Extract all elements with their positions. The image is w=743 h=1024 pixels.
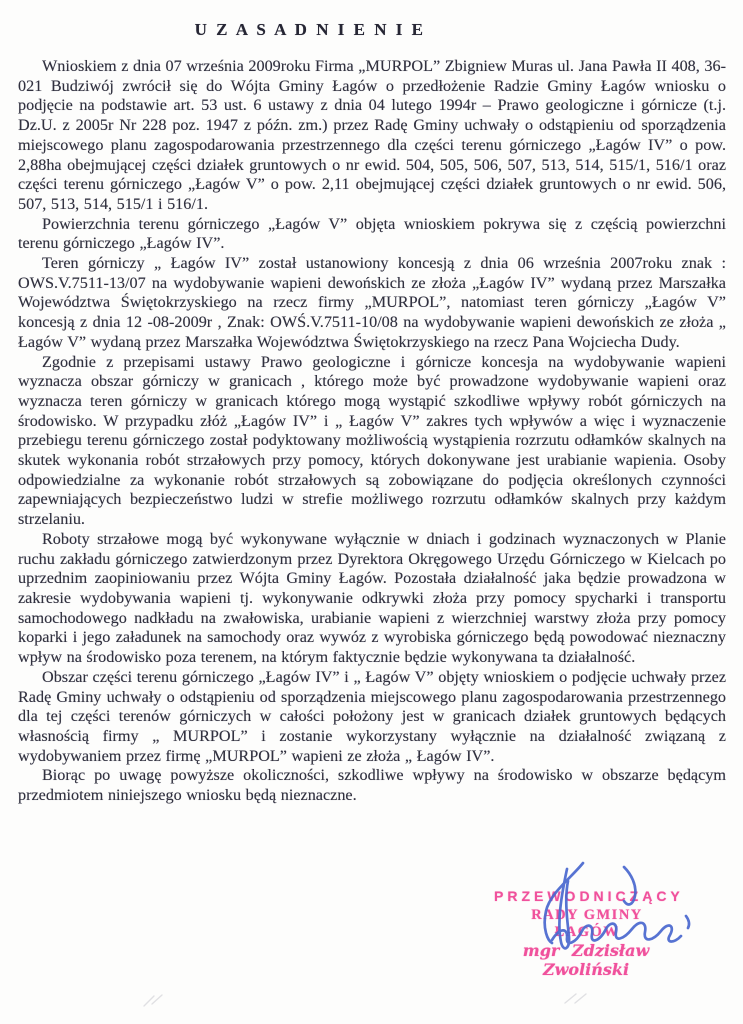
document-body: [18, 57, 726, 806]
stamp-chairman-title: PRZEWODNICZĄCY: [494, 888, 684, 904]
paragraph-blasting-works: Roboty strzałowe mogą być wykonywane wyłącznie w dniach i godzinach wyznaczonych w Planie ruchu zakładu górniczego zatwierdzonym przez Dyrektora Okręgowego Urzędu Górniczego w Kielcach po uprzednim zaopiniowaniu przez Wójta Gminy Łagów. Pozostała działalność jaka będzie prowadzona w zakresie wydobywania wapieni tj. wykonywanie odkrywki złoża przy pomocy spycharki i transportu samochodowego nadkładu na zwałowiska, urabianie wapieni z wierzchniej warstwy złoża przy pomocy koparki i jego załadunek na samochody oraz wywóz z wyrobiska górniczego będą powodować nieznaczny wpływ na środowisko poza terenem, na którym faktycznie będzie wykonywana ta działalność.: [18, 529, 726, 667]
paragraph-conclusion: Biorąc po uwagę powyższe okoliczności, szkodliwe wpływy na środowisko w obszarze będącym przedmiotem niniejszego wniosku będą nieznaczne.: [18, 766, 726, 805]
handwritten-signature-icon: [490, 855, 700, 965]
stamp-council-name: RADY GMINY ŁAGÓW: [531, 907, 643, 940]
scan-artifact-mark: [140, 992, 180, 1010]
document-title: U Z A S A D N I E N I E: [194, 20, 426, 39]
paragraph-law-provisions: Zgodnie z przepisami ustawy Prawo geologiczne i górnicze koncesja na wydobywanie wapieni wyznacza obszar górniczy w granicach , którego może być prowadzone wydobywanie wapieni oraz wyznacza teren górniczy w granicach którego mogą wystąpić szkodliwe wpływy robót górniczych na środowisko. W przypadku złóż „Łagów IV” i „ Łagów V” zakres tych wpływów a więc i wyznaczenie przebiegu terenu górniczego został podyktowany możliwością wystąpienia rozrzutu odłamków skalnych na skutek wykonania robót strzałowych przy pomocy, których dokonywane jest urabianie wapienia. Osoby odpowiedzialne za wykonanie robót strzałowych są zobowiązane do podjęcia określonych czynności zapewniających bezpieczeństwo ludzi w strefie możliwego rozrzutu odłamków skalnych przy każdym strzelaniu.: [18, 352, 726, 529]
scan-artifact-mark: [560, 990, 600, 1008]
paragraph-plot-ownership: Obszar części terenu górniczego „Łagów IV” i „ Łagów V” objęty wnioskiem o podjęcie uchwały przez Radę Gminy uchwały o odstąpieniu od sporządzenia miejscowego planu zagospodarowania przestrzennego dla tej części terenów górniczych w całości położony jest w granicach działek gruntowych będących własnością firmy „ MURPOL” i zostanie wykorzystany wyłącznie na działalność związaną z wydobywaniem przez firmę „MURPOL” wapieni ze złoża „ Łagów IV”.: [18, 667, 726, 765]
paragraph-application: Wnioskiem z dnia 07 września 2009roku Firma „MURPOL” Zbigniew Muras ul. Jana Pawła II 408, 36-021 Budziwój zwrócił się do Wójta Gminy Łagów o przedłożenie Radzie Gminy Łagów wniosku o podjęcie na podstawie art. 53 ust. 6 ustawy z dnia 04 lutego 1994r – Prawo geologiczne i górnicze (t.j. Dz.U. z 2005r Nr 228 poz. 1947 z późn. zm.) przez Radę Gminy uchwały o odstąpieniu od sporządzenia miejscowego planu zagospodarowania przestrzennego dla części terenu górniczego „Łagów IV” o pow. 2,88ha obejmującej części działek gruntowych o nr ewid. 504, 505, 506, 507, 513, 514, 515/1, 516/1 oraz części terenu górniczego „Łagów V” o pow. 2,11 obejmującej części działek gruntowych o nr ewid. 506, 507, 513, 514, 515/1 i 516/1.: [18, 57, 726, 213]
paragraph-concessions: Teren górniczy „ Łagów IV” został ustanowiony koncesją z dnia 06 września 2007roku znak : OWS.V.7511-13/07 na wydobywanie wapieni dewońskich ze złoża „Łagów IV” wydaną przez Marszałka Województwa Świętokrzyskiego na rzecz firmy „MURPOL”, natomiast teren górniczy „Łagów V” koncesją z dnia 12 -08-2009r , Znak: OWŚ.V.7511-10/08 na wydobywanie wapieni dewońskich ze złoża „ Łagów V” wydaną przez Marszałka Województwa Świętokrzyskiego na rzecz Pana Wojciecha Dudy.: [18, 254, 726, 351]
stamp-signer-name: mgr Zdzisław Zwoliński: [522, 941, 650, 979]
paragraph-area-overlap: Powierzchnia terenu górniczego „Łagów V” objęta wnioskiem pokrywa się z częścią powierzchni terenu górniczego „Łagów IV”.: [18, 214, 726, 253]
